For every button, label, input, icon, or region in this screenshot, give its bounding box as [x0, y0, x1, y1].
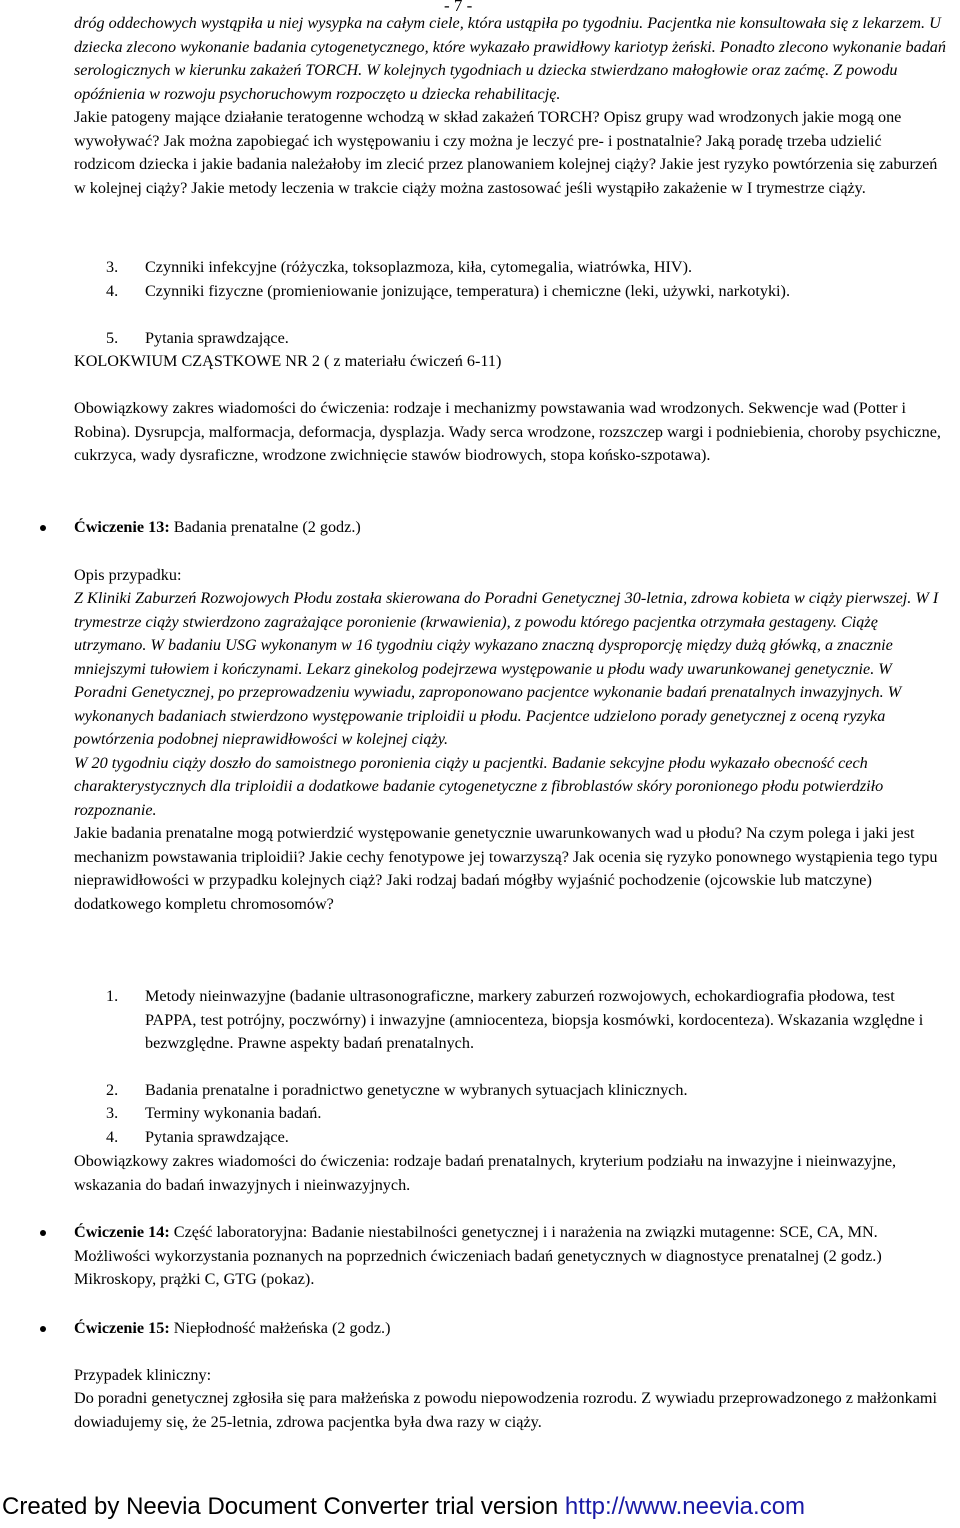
- list-number: 5.: [106, 329, 119, 347]
- bullet-icon: [40, 1326, 46, 1332]
- case-heading: Opis przypadku:: [74, 566, 182, 584]
- converter-footer: [0, 1492, 960, 1522]
- list-item: [74, 1102, 946, 1126]
- list-item: [74, 280, 946, 304]
- intro-case-text: dróg oddechowych wystąpiła u niej wysypka na całym ciele, która ustąpiła po tygodniu. Pacjentka nie konsultowała się z lekarzem. U dziecka zlecono wykonanie badania cytogenetycznego, które wykazało prawidłowy kariotyp żeński. Ponadto zlecono wykonanie badań serologicznych w kierunku zakażeń TORCH. W kolejnych tygodniach u dziecka stwierdzano małogłowie oraz zaćmę. Z powodu opóźnienia w rozwoju psychoruchowym rozpoczęto u dziecka rehabilitację.: [74, 14, 946, 103]
- exercise-14-heading: [74, 1221, 946, 1292]
- bullet-icon: [40, 525, 46, 531]
- exercise-label: Ćwiczenie 14:: [74, 1223, 170, 1241]
- list-text: Czynniki infekcyjne (różyczka, toksoplazmoza, kiła, cytomegalia, wiatrówka, HIV).: [145, 258, 693, 276]
- footer-link[interactable]: http://www.neevia.com: [564, 1493, 806, 1520]
- bullet-icon: [40, 1230, 46, 1236]
- page-number: - 7 -: [444, 0, 473, 15]
- list-text: Badania prenatalne i poradnictwo genetyczne w wybranych sytuacjach klinicznych.: [145, 1081, 688, 1099]
- list-number: 3.: [106, 258, 119, 276]
- list-item: [74, 1079, 946, 1103]
- case-description-2: W 20 tygodniu ciąży doszło do samoistnego poronienia ciąży u pacjentki. Badanie sekcyjne płodu wykazało obecność cech charakterystycznych dla triploidii a dodatkowe badanie cytogenetyczne z fibroblastów skóry poronionego płodu potwierdziło rozpoznanie.: [74, 753, 884, 819]
- exercise-title: Badania prenatalne (2 godz.): [169, 518, 361, 536]
- case-description: Z Kliniki Zaburzeń Rozwojowych Płodu została skierowana do Poradni Genetycznej 30-letnia, zdrowa kobieta w ciąży pierwszej. W I trymestrze ciąży stwierdzono zagrażające poronienie (krwawienia), z powodu którego pacjentka otrzymała gestageny. Ciążę utrzymano. W badaniu USG wykonanym w 16 tygodniu ciąży wykazano znaczną dysproporcję między dużą główką, a znacznie mniejszymi tułowiem i kończynami. Lekarz ginekolog podejrzewa występowanie u płodu wady uwarunkowanej genetycznie. W Poradni Genetycznej, po przeprowadzeniu wywiadu, zaproponowano pacjentce wykonanie badań prenatalnych inwazyjnych. W wykonanych badaniach stwierdzono występowanie triploidii u płodu. Pacjentce udzielono porady genetycznej z oceną ryzyka powtórzenia podobnej nieprawidłowości w kolejnej ciąży.: [74, 589, 939, 748]
- list-number: 4.: [106, 282, 119, 300]
- case-section: [74, 587, 946, 916]
- list-number: 4.: [106, 1128, 119, 1146]
- footer-text: Created by Neevia Document Converter trial version: [2, 1493, 565, 1520]
- intro-section: [74, 12, 946, 200]
- list-number: 3.: [106, 1104, 119, 1122]
- list-item: [74, 327, 946, 351]
- list-text: Czynniki fizyczne (promieniowanie jonizujące, temperatura) i chemiczne (leki, używki, narkotyki).: [145, 282, 790, 300]
- exercise-label: Ćwiczenie 15:: [74, 1319, 170, 1337]
- list-item: [74, 1126, 946, 1150]
- list-text: Metody nieinwazyjne (badanie ultrasonograficzne, markery zaburzeń rozwojowych, echokardiografia płodowa, test PAPPA, test potrójny, poczwórny) i inwazyjne (amniocenteza, biopsja kosmówki, kordocenteza). Wskazania względne i bezwzględne. Prawne aspekty badań prenatalnych.: [145, 987, 924, 1052]
- list-number: 1.: [106, 987, 119, 1005]
- kolokwium-scope: Obowiązkowy zakres wiadomości do ćwiczenia: rodzaje i mechanizmy powstawania wad wrodzonych. Sekwencje wad (Potter i Robina). Dysrupcja, malformacja, deformacja, dysplazja. Wady serca wrodzone, rozszczep wargi i podniebienia, choroby psychiczne, cukrzyca, wady dysraficzne, wrodzone zwichnięcie stawów biodrowych, stopa końsko-szpotawa).: [74, 399, 941, 464]
- exercise-title: Niepłodność małżeńska (2 godz.): [169, 1319, 391, 1337]
- exercise-13-scope: Obowiązkowy zakres wiadomości do ćwiczenia: rodzaje badań prenatalnych, kryterium podziału na inwazyjne i nieinwazyjne, wskazania do badań inwazyjnych i nieinwazyjnych.: [74, 1152, 897, 1194]
- list-text: Pytania sprawdzające.: [145, 329, 289, 347]
- kolokwium-heading: KOLOKWIUM CZĄSTKOWE NR 2 ( z materiału ćwiczeń 6-11): [74, 352, 502, 370]
- list-item: [74, 985, 946, 1056]
- intro-questions: Jakie patogeny mające działanie teratogenne wchodzą w skład zakażeń TORCH? Opisz grupy wad wrodzonych jakie mogą one wywoływać? Jak można zapobiegać ich występowaniu i czy można je leczyć pre- i postnatalnie? Jaką poradę trzeba udzielić rodzicom dziecka i jakie badania należałoby im zlecić przez planowaniem kolejnej ciąży? Jakie jest ryzyko powtórzenia się zaburzeń w kolejnej ciąży? Jakie metody leczenia w trakcie ciąży można zastosować jeśli wystąpiło zakażenie w I trymestrze ciąży.: [74, 108, 938, 197]
- list-item: [74, 256, 946, 280]
- list-text: Pytania sprawdzające.: [145, 1128, 289, 1146]
- exercise-label: Ćwiczenie 13:: [74, 518, 170, 536]
- clinical-heading: Przypadek kliniczny:: [74, 1366, 212, 1384]
- exercise-text: Część laboratoryjna: Badanie niestabilności genetycznej i i narażenia na związki mutagenne: SCE, CA, MN. Możliwości wykorzystania poznanych na poprzednich ćwiczeniach badań genetycznych w diagnostyce prenatalnej (2 godz.) Mikroskopy, prążki C, GTG (pokaz).: [74, 1223, 882, 1288]
- exercise-15-heading: [74, 1317, 946, 1341]
- clinical-text: Do poradni genetycznej zgłosiła się para małżeńska z powodu niepowodzenia rozrodu. Z wywiadu przeprowadzonego z małżonkami dowiadujemy się, że 25-letnia, zdrowa pacjentka była dwa razy w ciąży.: [74, 1389, 938, 1431]
- case-questions: Jakie badania prenatalne mogą potwierdzić występowanie genetycznie uwarunkowanych wad u płodu? Na czym polega i jaki jest mechanizm powstawania triploidii? Jakie cechy fenotypowe jej towarzyszą? Jak ocenia się ryzyko ponownego wystąpienia tego typu nieprawidłowości w przypadku kolejnych ciąż? Jaki rodzaj badań mógłby wyjaśnić pochodzenie (ojcowskie lub matczyne) dodatkowego kompletu chromosomów?: [74, 824, 938, 913]
- list-number: 2.: [106, 1081, 119, 1099]
- exercise-13-heading: [74, 516, 946, 540]
- list-text: Terminy wykonania badań.: [145, 1104, 322, 1122]
